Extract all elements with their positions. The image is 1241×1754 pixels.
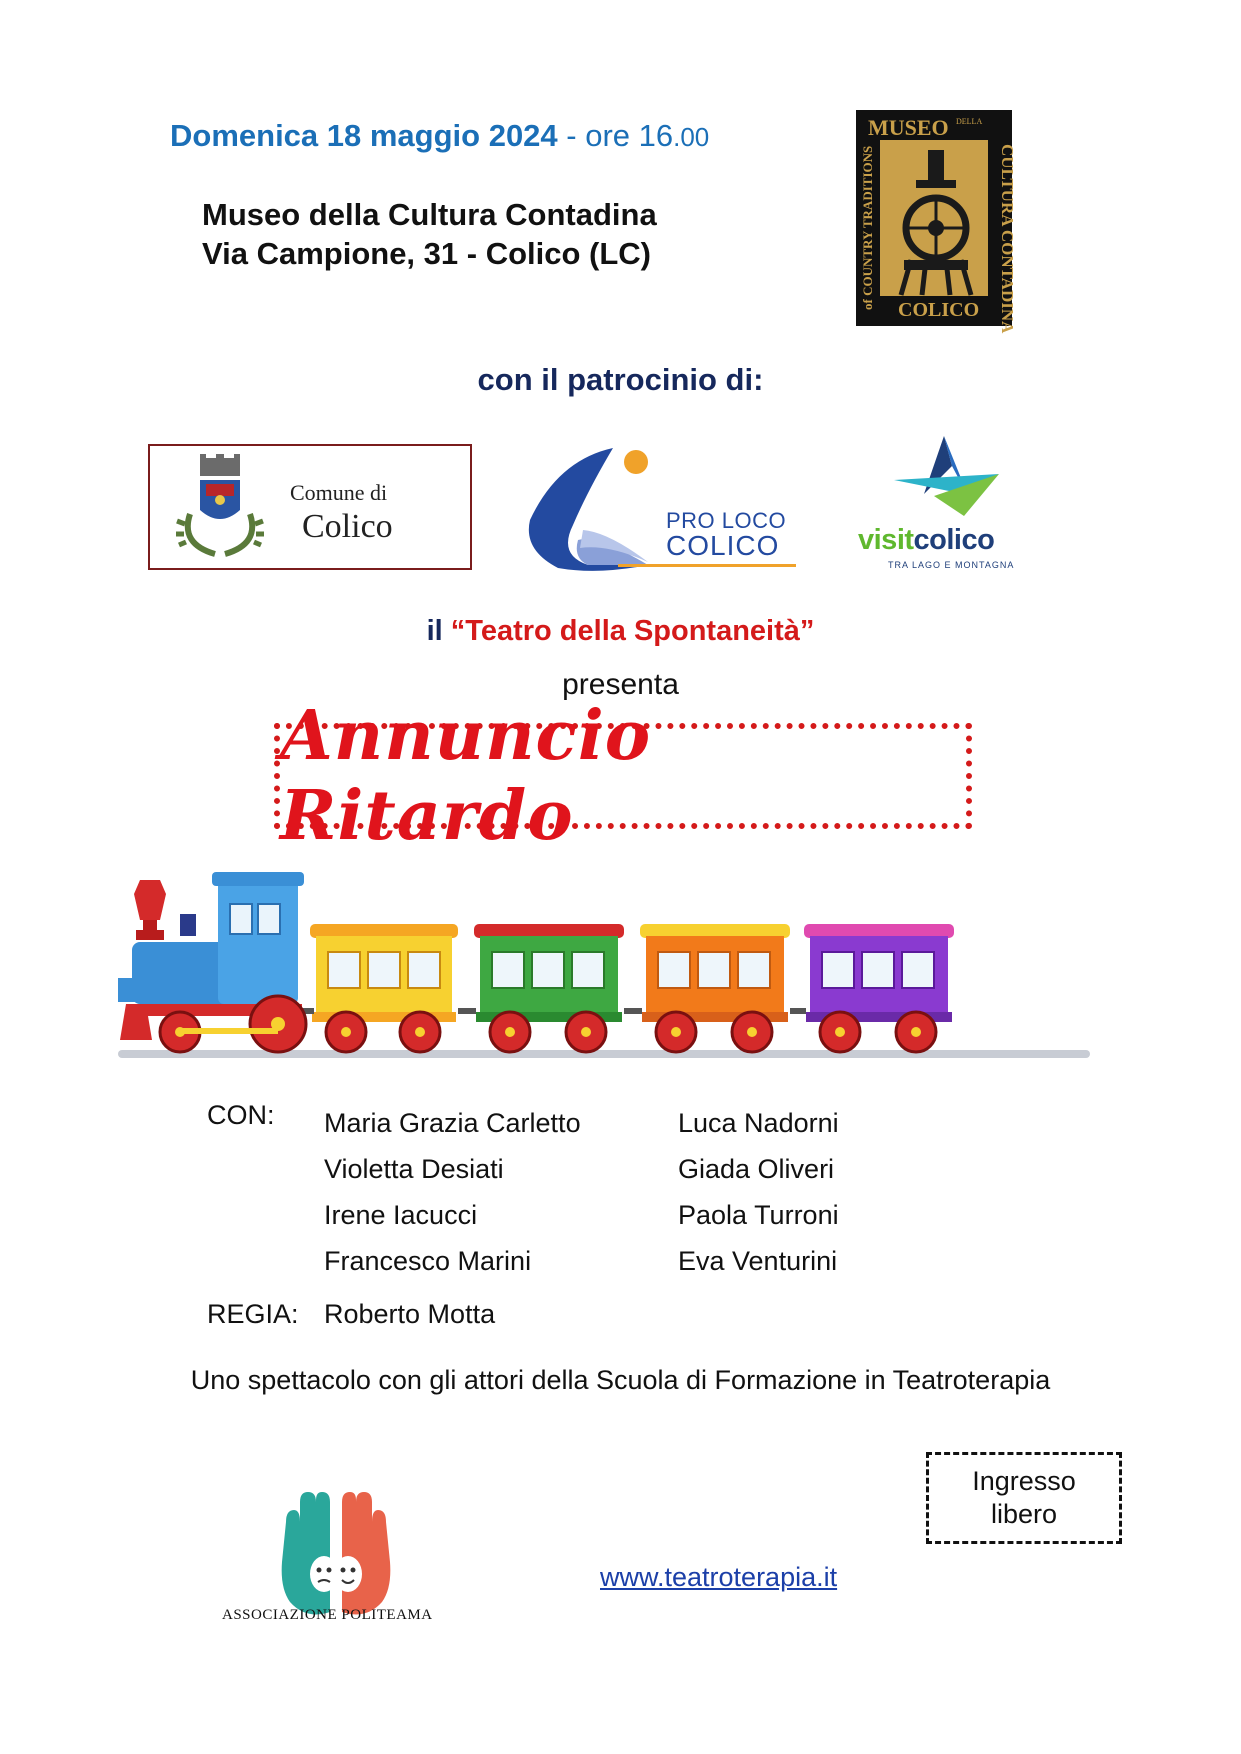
train-illustration (118, 872, 1090, 1060)
cast-list-right (678, 1100, 839, 1284)
museum-logo (856, 110, 1017, 334)
visitcolico-wordmark (858, 524, 994, 557)
visit-word: visit (858, 524, 914, 556)
show-title-box (274, 696, 972, 856)
proloco-logo (518, 440, 798, 575)
show-title: Annuncio Ritardo (280, 696, 652, 856)
proloco-line2: COLICO (666, 530, 780, 561)
free-entry-line2: libero (990, 1499, 1058, 1529)
svg-text:COLICO: COLICO (898, 299, 980, 321)
cast-member: Luca Nadorni (678, 1108, 839, 1138)
event-time: - ore 16 (557, 118, 674, 153)
proloco-swoosh-icon (518, 440, 668, 575)
visitcolico-logo (858, 436, 1034, 572)
comune-line1: Comune di (290, 480, 388, 505)
website-link[interactable]: www.teatroterapia.it (600, 1562, 838, 1592)
cast-member: Irene Iacucci (324, 1200, 478, 1230)
cast-member: Maria Grazia Carletto (324, 1108, 581, 1138)
presenta-label: presenta (562, 668, 679, 701)
event-date (170, 118, 709, 154)
regia-label: REGIA: (207, 1299, 299, 1329)
venue-address: Via Campione, 31 - Colico (LC) (202, 236, 652, 271)
event-date-bold: Domenica 18 maggio 2024 (170, 118, 558, 153)
proloco-line1: PRO LOCO (666, 508, 787, 533)
venue (202, 195, 657, 273)
comune-line2: Colico (302, 508, 393, 545)
cast-member: Paola Turroni (678, 1200, 839, 1230)
con-label: CON: (207, 1100, 275, 1130)
politeama-name: ASSOCIAZIONE POLITEAMA (222, 1607, 433, 1623)
patronage-heading: con il patrocinio di: (477, 362, 764, 397)
school-note: Uno spettacolo con gli attori della Scuola di Formazione in Teatroterapia (190, 1365, 1051, 1395)
svg-text:of COUNTRY TRADITIONS: of COUNTRY TRADITIONS (860, 145, 875, 310)
coat-of-arms-icon (170, 454, 270, 564)
free-entry-line1: Ingresso (972, 1466, 1076, 1496)
company-name: “Teatro della Spontaneità” (450, 615, 815, 647)
car-orange (640, 924, 790, 1022)
visitcolico-tagline: TRA LAGO E MONTAGNA (888, 560, 1015, 570)
company-line (0, 615, 1241, 648)
venue-name: Museo della Cultura Contadina (202, 197, 657, 232)
comune-colico-logo (148, 444, 472, 570)
mountain-star-icon (894, 436, 1004, 518)
car-purple (804, 924, 954, 1022)
colico-word: colico (913, 524, 995, 556)
hands-mask-icon (276, 1492, 396, 1622)
svg-text:CULTURA CONTADINA: CULTURA CONTADINA (998, 144, 1017, 334)
cast-member: Giada Oliveri (678, 1154, 835, 1184)
company-prefix: il (426, 615, 451, 647)
event-time-minutes: .00 (673, 122, 710, 152)
car-green (474, 924, 624, 1022)
cast-member: Francesco Marini (324, 1246, 532, 1276)
free-entry-box (926, 1452, 1122, 1544)
cast-list-left (324, 1100, 581, 1284)
politeama-logo (276, 1492, 396, 1622)
car-yellow (310, 924, 458, 1022)
regia-name: Roberto Motta (324, 1299, 496, 1329)
svg-text:DELLA: DELLA (956, 117, 983, 126)
cast-member: Violetta Desiati (324, 1154, 504, 1184)
cast-member: Eva Venturini (678, 1246, 838, 1276)
svg-text:MUSEO: MUSEO (868, 115, 949, 140)
proloco-underline (618, 564, 796, 567)
